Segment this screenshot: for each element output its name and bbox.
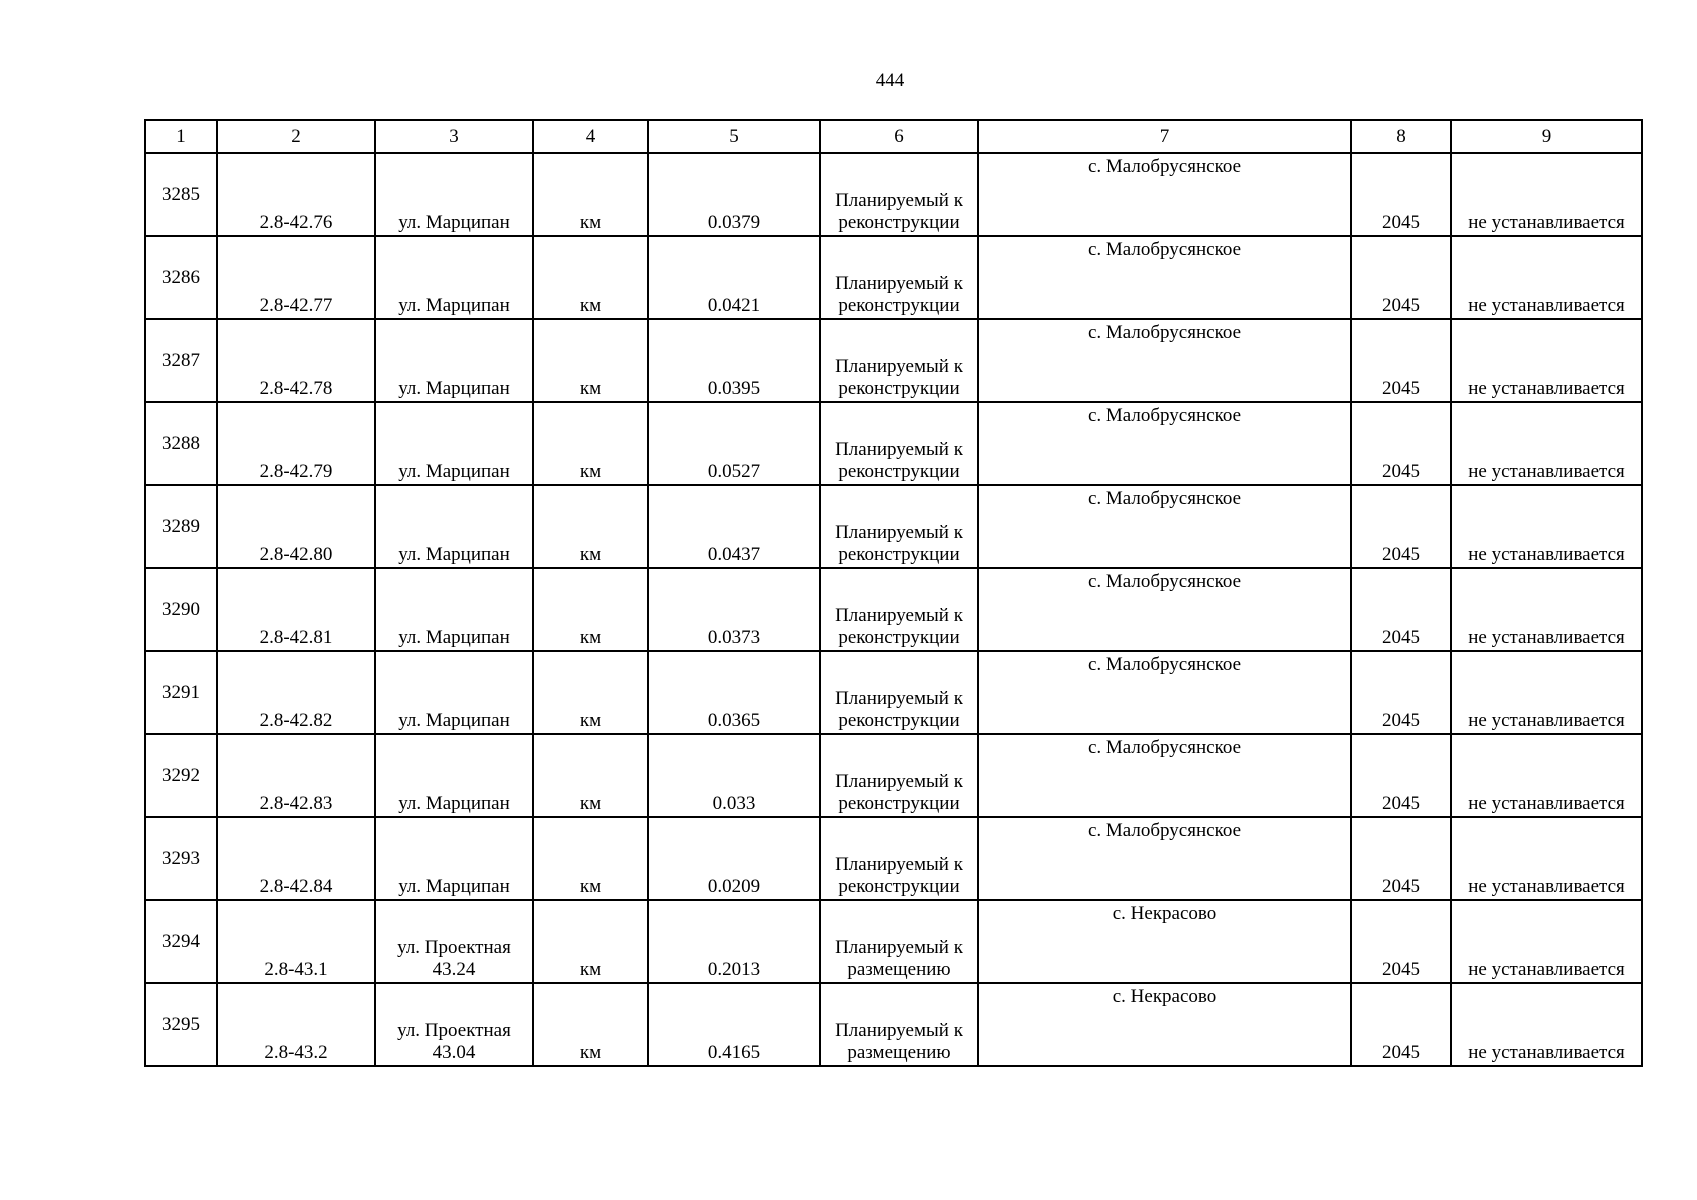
zone-cell: не устанавливается	[1451, 817, 1642, 900]
column-header: 1	[145, 120, 217, 153]
year-cell: 2045	[1351, 651, 1451, 734]
row-number-cell: 3288	[145, 402, 217, 485]
row-number-cell: 3293	[145, 817, 217, 900]
length-value-cell: 0.4165	[648, 983, 820, 1066]
table-row	[145, 734, 1642, 817]
location-cell: с. Малобрусянское	[978, 402, 1351, 485]
zone-cell: не устанавливается	[1451, 485, 1642, 568]
year-cell: 2045	[1351, 983, 1451, 1066]
object-code-cell: 2.8-42.79	[217, 402, 375, 485]
year-cell: 2045	[1351, 319, 1451, 402]
page-number: 444	[875, 70, 905, 91]
year-cell: 2045	[1351, 402, 1451, 485]
status-cell: Планируемый к размещению	[820, 900, 978, 983]
table-row	[145, 153, 1642, 236]
unit-cell: км	[533, 983, 648, 1066]
object-code-cell: 2.8-42.76	[217, 153, 375, 236]
unit-cell: км	[533, 651, 648, 734]
object-code-cell: 2.8-42.80	[217, 485, 375, 568]
street-name-cell: ул. Марципан	[375, 402, 533, 485]
object-code-cell: 2.8-42.82	[217, 651, 375, 734]
location-cell: с. Малобрусянское	[978, 319, 1351, 402]
status-cell: Планируемый к реконструкции	[820, 153, 978, 236]
street-name-cell: ул. Марципан	[375, 236, 533, 319]
street-name-cell: ул. Марципан	[375, 485, 533, 568]
length-value-cell: 0.0379	[648, 153, 820, 236]
length-value-cell: 0.033	[648, 734, 820, 817]
street-name-cell: ул. Марципан	[375, 734, 533, 817]
length-value-cell: 0.0365	[648, 651, 820, 734]
column-header: 6	[820, 120, 978, 153]
object-code-cell: 2.8-42.84	[217, 817, 375, 900]
column-header: 2	[217, 120, 375, 153]
length-value-cell: 0.0527	[648, 402, 820, 485]
row-number-cell: 3291	[145, 651, 217, 734]
location-cell: с. Некрасово	[978, 983, 1351, 1066]
location-cell: с. Малобрусянское	[978, 568, 1351, 651]
status-cell: Планируемый к реконструкции	[820, 651, 978, 734]
zone-cell: не устанавливается	[1451, 319, 1642, 402]
status-cell: Планируемый к реконструкции	[820, 319, 978, 402]
unit-cell: км	[533, 319, 648, 402]
year-cell: 2045	[1351, 900, 1451, 983]
length-value-cell: 0.2013	[648, 900, 820, 983]
table-row	[145, 236, 1642, 319]
column-header: 7	[978, 120, 1351, 153]
row-number-cell: 3294	[145, 900, 217, 983]
table-row	[145, 651, 1642, 734]
row-number-cell: 3287	[145, 319, 217, 402]
unit-cell: км	[533, 485, 648, 568]
street-name-cell: ул. Марципан	[375, 153, 533, 236]
length-value-cell: 0.0209	[648, 817, 820, 900]
row-number-cell: 3295	[145, 983, 217, 1066]
object-code-cell: 2.8-42.78	[217, 319, 375, 402]
unit-cell: км	[533, 900, 648, 983]
year-cell: 2045	[1351, 734, 1451, 817]
row-number-cell: 3286	[145, 236, 217, 319]
unit-cell: км	[533, 402, 648, 485]
table-row	[145, 319, 1642, 402]
year-cell: 2045	[1351, 485, 1451, 568]
zone-cell: не устанавливается	[1451, 651, 1642, 734]
table-row	[145, 485, 1642, 568]
zone-cell: не устанавливается	[1451, 568, 1642, 651]
table-row	[145, 402, 1642, 485]
row-number-cell: 3285	[145, 153, 217, 236]
year-cell: 2045	[1351, 817, 1451, 900]
object-code-cell: 2.8-43.2	[217, 983, 375, 1066]
length-value-cell: 0.0421	[648, 236, 820, 319]
status-cell: Планируемый к реконструкции	[820, 402, 978, 485]
status-cell: Планируемый к реконструкции	[820, 485, 978, 568]
street-name-cell: ул. Проектная 43.04	[375, 983, 533, 1066]
column-header: 3	[375, 120, 533, 153]
object-code-cell: 2.8-42.77	[217, 236, 375, 319]
column-header: 5	[648, 120, 820, 153]
column-header-row	[145, 120, 1642, 153]
column-header: 9	[1451, 120, 1642, 153]
table-row	[145, 900, 1642, 983]
object-code-cell: 2.8-43.1	[217, 900, 375, 983]
zone-cell: не устанавливается	[1451, 153, 1642, 236]
length-value-cell: 0.0373	[648, 568, 820, 651]
status-cell: Планируемый к реконструкции	[820, 568, 978, 651]
unit-cell: км	[533, 817, 648, 900]
location-cell: с. Малобрусянское	[978, 651, 1351, 734]
unit-cell: км	[533, 153, 648, 236]
zone-cell: не устанавливается	[1451, 900, 1642, 983]
length-value-cell: 0.0395	[648, 319, 820, 402]
row-number-cell: 3292	[145, 734, 217, 817]
unit-cell: км	[533, 236, 648, 319]
street-name-cell: ул. Марципан	[375, 817, 533, 900]
location-cell: с. Малобрусянское	[978, 236, 1351, 319]
table-row	[145, 983, 1642, 1066]
table-row	[145, 817, 1642, 900]
status-cell: Планируемый к размещению	[820, 983, 978, 1066]
location-cell: с. Малобрусянское	[978, 817, 1351, 900]
zone-cell: не устанавливается	[1451, 236, 1642, 319]
row-number-cell: 3289	[145, 485, 217, 568]
street-name-cell: ул. Марципан	[375, 651, 533, 734]
column-header: 8	[1351, 120, 1451, 153]
zone-cell: не устанавливается	[1451, 983, 1642, 1066]
unit-cell: км	[533, 734, 648, 817]
status-cell: Планируемый к реконструкции	[820, 734, 978, 817]
unit-cell: км	[533, 568, 648, 651]
street-name-cell: ул. Проектная 43.24	[375, 900, 533, 983]
year-cell: 2045	[1351, 236, 1451, 319]
data-table	[144, 119, 1643, 1067]
zone-cell: не устанавливается	[1451, 734, 1642, 817]
object-code-cell: 2.8-42.81	[217, 568, 375, 651]
length-value-cell: 0.0437	[648, 485, 820, 568]
status-cell: Планируемый к реконструкции	[820, 236, 978, 319]
year-cell: 2045	[1351, 153, 1451, 236]
street-name-cell: ул. Марципан	[375, 568, 533, 651]
column-header: 4	[533, 120, 648, 153]
street-name-cell: ул. Марципан	[375, 319, 533, 402]
location-cell: с. Малобрусянское	[978, 153, 1351, 236]
object-code-cell: 2.8-42.83	[217, 734, 375, 817]
location-cell: с. Некрасово	[978, 900, 1351, 983]
status-cell: Планируемый к реконструкции	[820, 817, 978, 900]
year-cell: 2045	[1351, 568, 1451, 651]
location-cell: с. Малобрусянское	[978, 734, 1351, 817]
row-number-cell: 3290	[145, 568, 217, 651]
location-cell: с. Малобрусянское	[978, 485, 1351, 568]
table-row	[145, 568, 1642, 651]
zone-cell: не устанавливается	[1451, 402, 1642, 485]
